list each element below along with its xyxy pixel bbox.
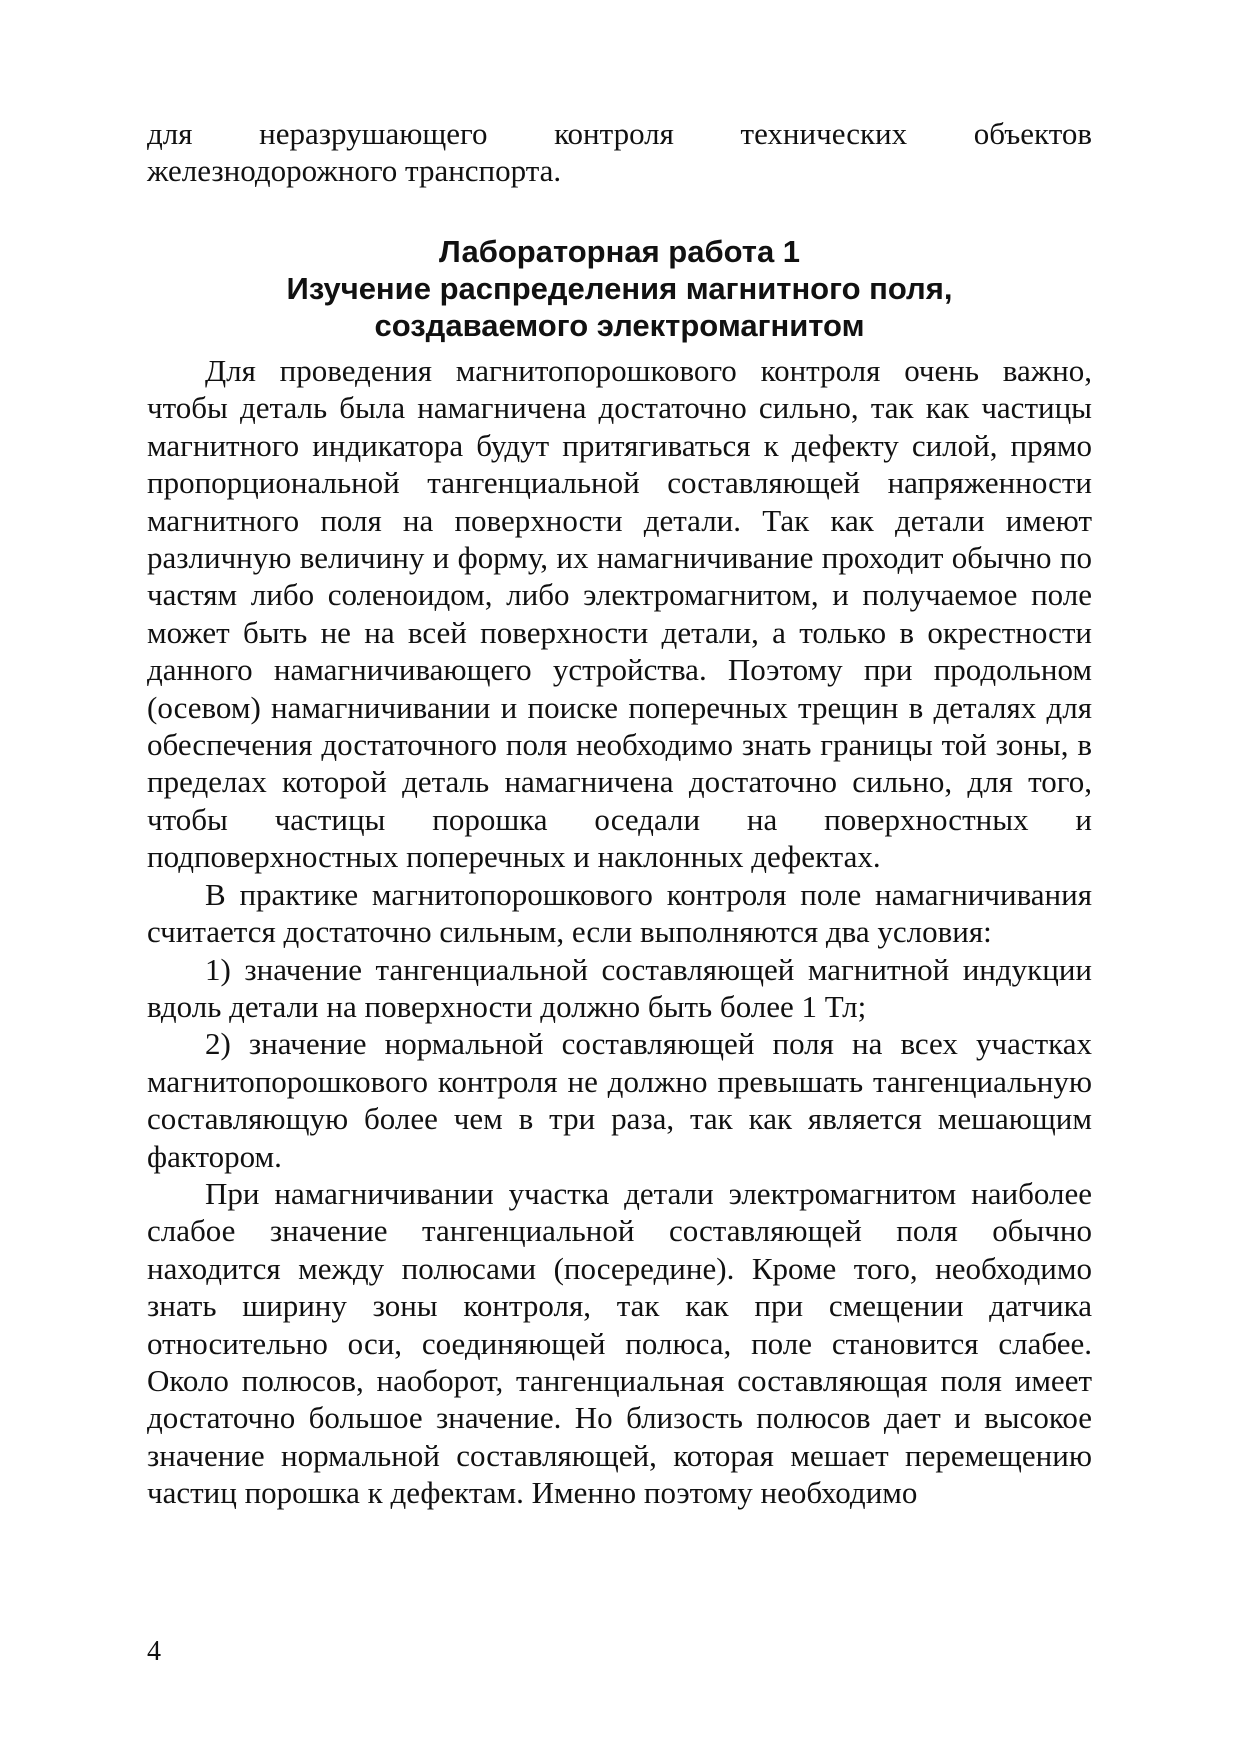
paragraph-1: Для проведения магнитопорошкового контроля очень важно, чтобы деталь была намагничена достаточно сильно, так как частицы магнитного индикатора будут притягиваться к дефекту силой, прямо пропорциональной тангенциальной составляющей напряженности магнитного поля на поверхности детали. Так как детали имеют различную величину и форму, их намагничивание проходит обычно по частям либо соленоидом, либо электромагнитом, и получаемое поле может быть не на всей поверхности детали, а только в окрестности данного намагничивающего устройства. Поэтому при продольном (осевом) намагничивании и поиске поперечных трещин в деталях для обеспечения достаточного поля необходимо знать границы той зоны, в пределах которой деталь намагничена достаточно сильно, для того, чтобы частицы порошка оседали на поверхностных и подповерхностных поперечных и наклонных дефектах. bbox=[147, 353, 1092, 875]
body-text bbox=[147, 352, 1092, 1512]
text-column bbox=[147, 115, 1092, 1512]
paragraph-2: В практике магнитопорошкового контроля поле намагничивания считается достаточно сильным, если выполняются два условия: bbox=[147, 876, 1092, 950]
intro-paragraph: для неразрушающего контроля технических объектов железнодорожного транспорта. bbox=[147, 116, 1092, 188]
section-heading bbox=[147, 233, 1092, 344]
paragraph-3: При намагничивании участка детали электромагнитом наиболее слабое значение тангенциальной составляющей поля обычно находится между полюсами (посередине). Кроме того, необходимо знать ширину зоны контроля, так как при смещении датчика относительно оси, соединяющей полюса, поле становится слабее. Около полюсов, наоборот, тангенциальная составляющая поля имеет достаточно большое значение. Но близость полюсов дает и высокое значение нормальной составляющей, которая мешает перемещению частиц порошка к дефектам. Именно поэтому необходимо bbox=[147, 1175, 1092, 1511]
heading-line-3: создаваемого электромагнитом bbox=[374, 308, 865, 343]
condition-item-2: 2) значение нормальной составляющей поля на всех участках магнитопорошкового контроля не должно превышать тангенциальную составляющую более чем в три раза, так как является мешающим фактором. bbox=[147, 1026, 1092, 1174]
condition-item-1: 1) значение тангенциальной составляющей магнитной индукции вдоль детали на поверхности должно быть более 1 Тл; bbox=[147, 951, 1092, 1024]
heading-line-1: Лабораторная работа 1 bbox=[438, 234, 801, 269]
heading-line-2: Изучение распределения магнитного поля, bbox=[286, 271, 953, 306]
page-number: 4 bbox=[147, 1636, 161, 1667]
